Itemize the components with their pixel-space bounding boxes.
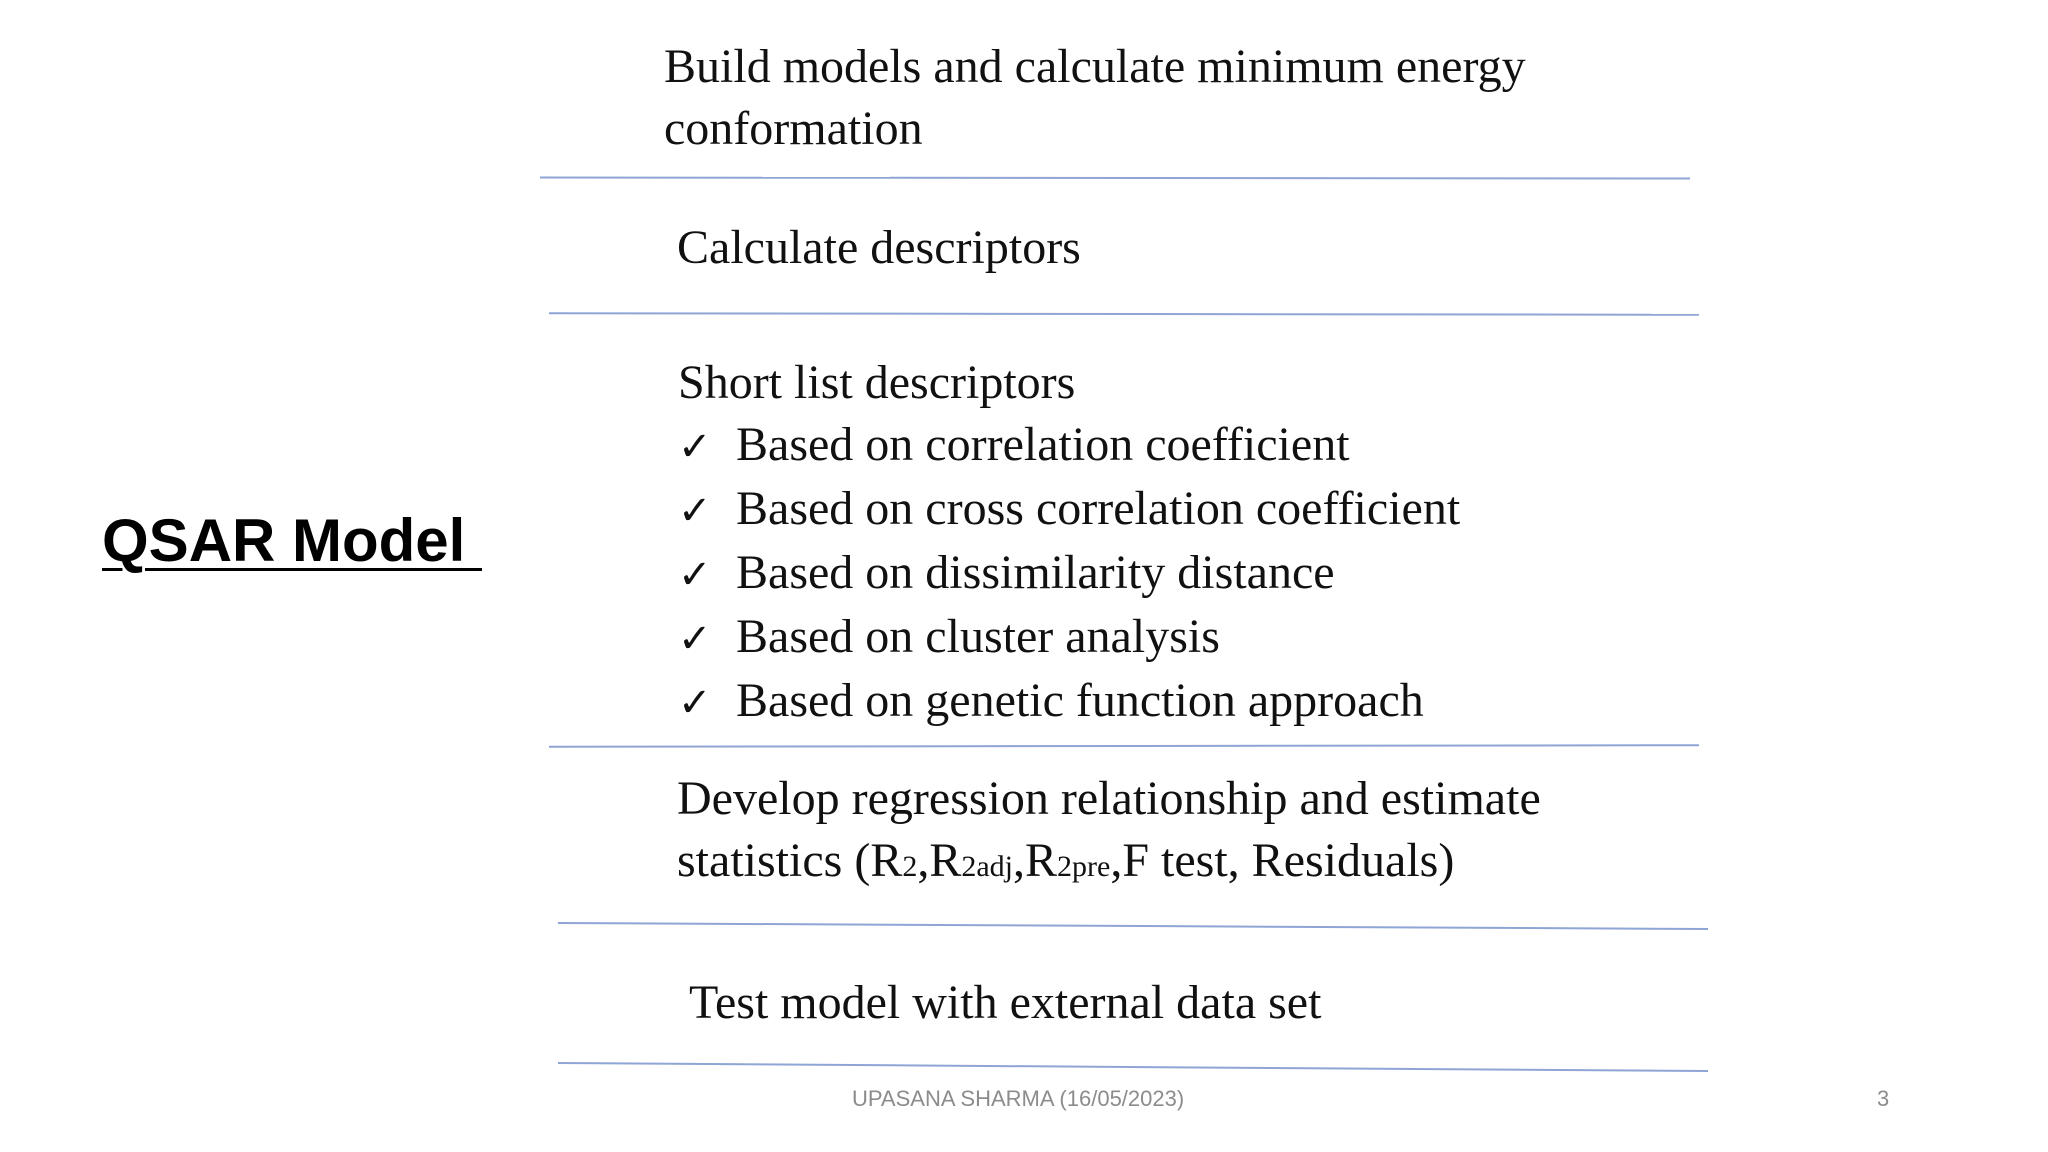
shortlist-heading: Short list descriptors: [678, 356, 1076, 409]
r2-subscript: 2: [902, 850, 918, 883]
divider-5: [558, 1062, 1708, 1072]
step-test-model: Test model with external data set: [689, 976, 1322, 1029]
divider-2: [549, 312, 1699, 316]
shortlist-criteria-list: [678, 414, 1460, 734]
step-calculate-descriptors: Calculate descriptors: [677, 221, 1081, 274]
regression-separator: ,R: [1013, 834, 1058, 887]
shortlist-item: [678, 542, 1460, 606]
footer-author: UPASANA SHARMA (16/05/2023): [852, 1086, 1185, 1111]
slide-title: QSAR Model: [102, 507, 483, 574]
shortlist-item-label: Based on cross correlation coefficient: [736, 482, 1461, 535]
divider-1: [540, 176, 1690, 179]
shortlist-item: [678, 478, 1460, 542]
checkmark-icon: ✓: [678, 488, 712, 534]
divider-3: [549, 744, 1699, 748]
r2pre-subscript: 2pre: [1057, 850, 1111, 883]
step-develop-regression: [677, 768, 1541, 898]
step-build-models: [664, 36, 1526, 160]
divider-4: [558, 922, 1708, 930]
step-build-line2: conformation: [664, 102, 923, 155]
shortlist-item-label: Based on cluster analysis: [736, 610, 1220, 663]
shortlist-item: [678, 606, 1460, 670]
shortlist-item-label: Based on correlation coefficient: [736, 418, 1350, 471]
shortlist-item: [678, 670, 1460, 734]
checkmark-icon: ✓: [678, 680, 712, 726]
regression-separator: ,R: [917, 834, 962, 887]
regression-line2: [677, 830, 1541, 898]
checkmark-icon: ✓: [678, 424, 712, 470]
r2adj-subscript: 2adj: [961, 850, 1013, 883]
regression-line1: Develop regression relationship and estimate: [677, 772, 1541, 825]
shortlist-item: [678, 414, 1460, 478]
step-shortlist-descriptors: [678, 352, 1460, 734]
step-build-line1: Build models and calculate minimum energy: [664, 40, 1526, 93]
shortlist-item-label: Based on dissimilarity distance: [736, 546, 1335, 599]
checkmark-icon: ✓: [678, 616, 712, 662]
regression-text-prefix: statistics (R: [677, 834, 903, 887]
regression-text-suffix: ,F test, Residuals): [1110, 834, 1455, 887]
page-number: 3: [1877, 1086, 1890, 1111]
checkmark-icon: ✓: [678, 552, 712, 598]
shortlist-item-label: Based on genetic function approach: [736, 674, 1424, 727]
